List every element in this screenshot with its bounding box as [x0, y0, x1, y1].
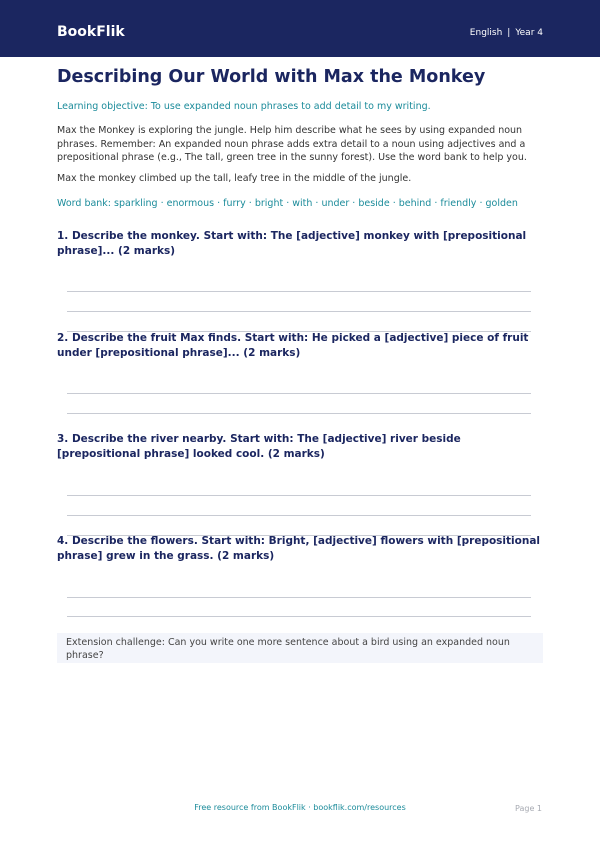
answer-line[interactable] — [67, 413, 531, 414]
question-2: 2. Describe the fruit Max finds. Start with: He picked a [adjective] piece of fruit under [prepositional phrase]... (2 marks) — [57, 332, 529, 359]
question-3: 3. Describe the river nearby. Start with: The [adjective] river beside [prepositional phrase] looked cool. (2 marks) — [57, 433, 461, 460]
answer-line[interactable] — [67, 515, 531, 516]
header-separator: | — [507, 28, 511, 38]
extension-challenge-text: Extension challenge: Can you write one more sentence about a bird using an expanded noun phrase? — [66, 637, 510, 661]
question-4: 4. Describe the flowers. Start with: Bright, [adjective] flowers with [prepositional phrase] grew in the grass. (2 marks) — [57, 535, 541, 562]
word-bank: Word bank: sparkling · enormous · furry · bright · with · under · beside · behind · friendly · golden — [57, 198, 518, 209]
extension-challenge-box — [57, 633, 543, 663]
brand-logo[interactable]: BookFlik — [57, 24, 125, 40]
answer-line[interactable] — [67, 311, 531, 312]
footer-link[interactable]: Free resource from BookFlik · bookflik.com/resources — [194, 803, 406, 812]
answer-line[interactable] — [67, 393, 531, 394]
answer-line[interactable] — [67, 291, 531, 292]
page-number: Page 1 — [515, 804, 542, 813]
subject-year-label — [470, 27, 543, 39]
answer-line[interactable] — [67, 495, 531, 496]
intro-paragraph: Max the Monkey is exploring the jungle. Help him describe what he sees by using expanded noun phrases. Remember: An expanded noun phrase adds extra detail to a noun using adjectives and a prepositional phrase (e.g., The tall, green tree in the sunny forest). Use the word bank to help you. — [57, 125, 527, 163]
subject-label: English — [469, 28, 503, 38]
example-sentence: Max the monkey climbed up the tall, leafy tree in the middle of the jungle. — [57, 173, 412, 184]
question-1: 1. Describe the monkey. Start with: The [adjective] monkey with [prepositional phrase]... (2 marks) — [57, 230, 527, 257]
answer-line[interactable] — [67, 597, 531, 598]
answer-line[interactable] — [67, 616, 531, 617]
learning-objective: Learning objective: To use expanded noun phrases to add detail to my writing. — [57, 101, 431, 112]
header-bar — [0, 0, 600, 57]
year-label: Year 4 — [515, 28, 543, 38]
page-title: Describing Our World with Max the Monkey — [57, 67, 486, 87]
